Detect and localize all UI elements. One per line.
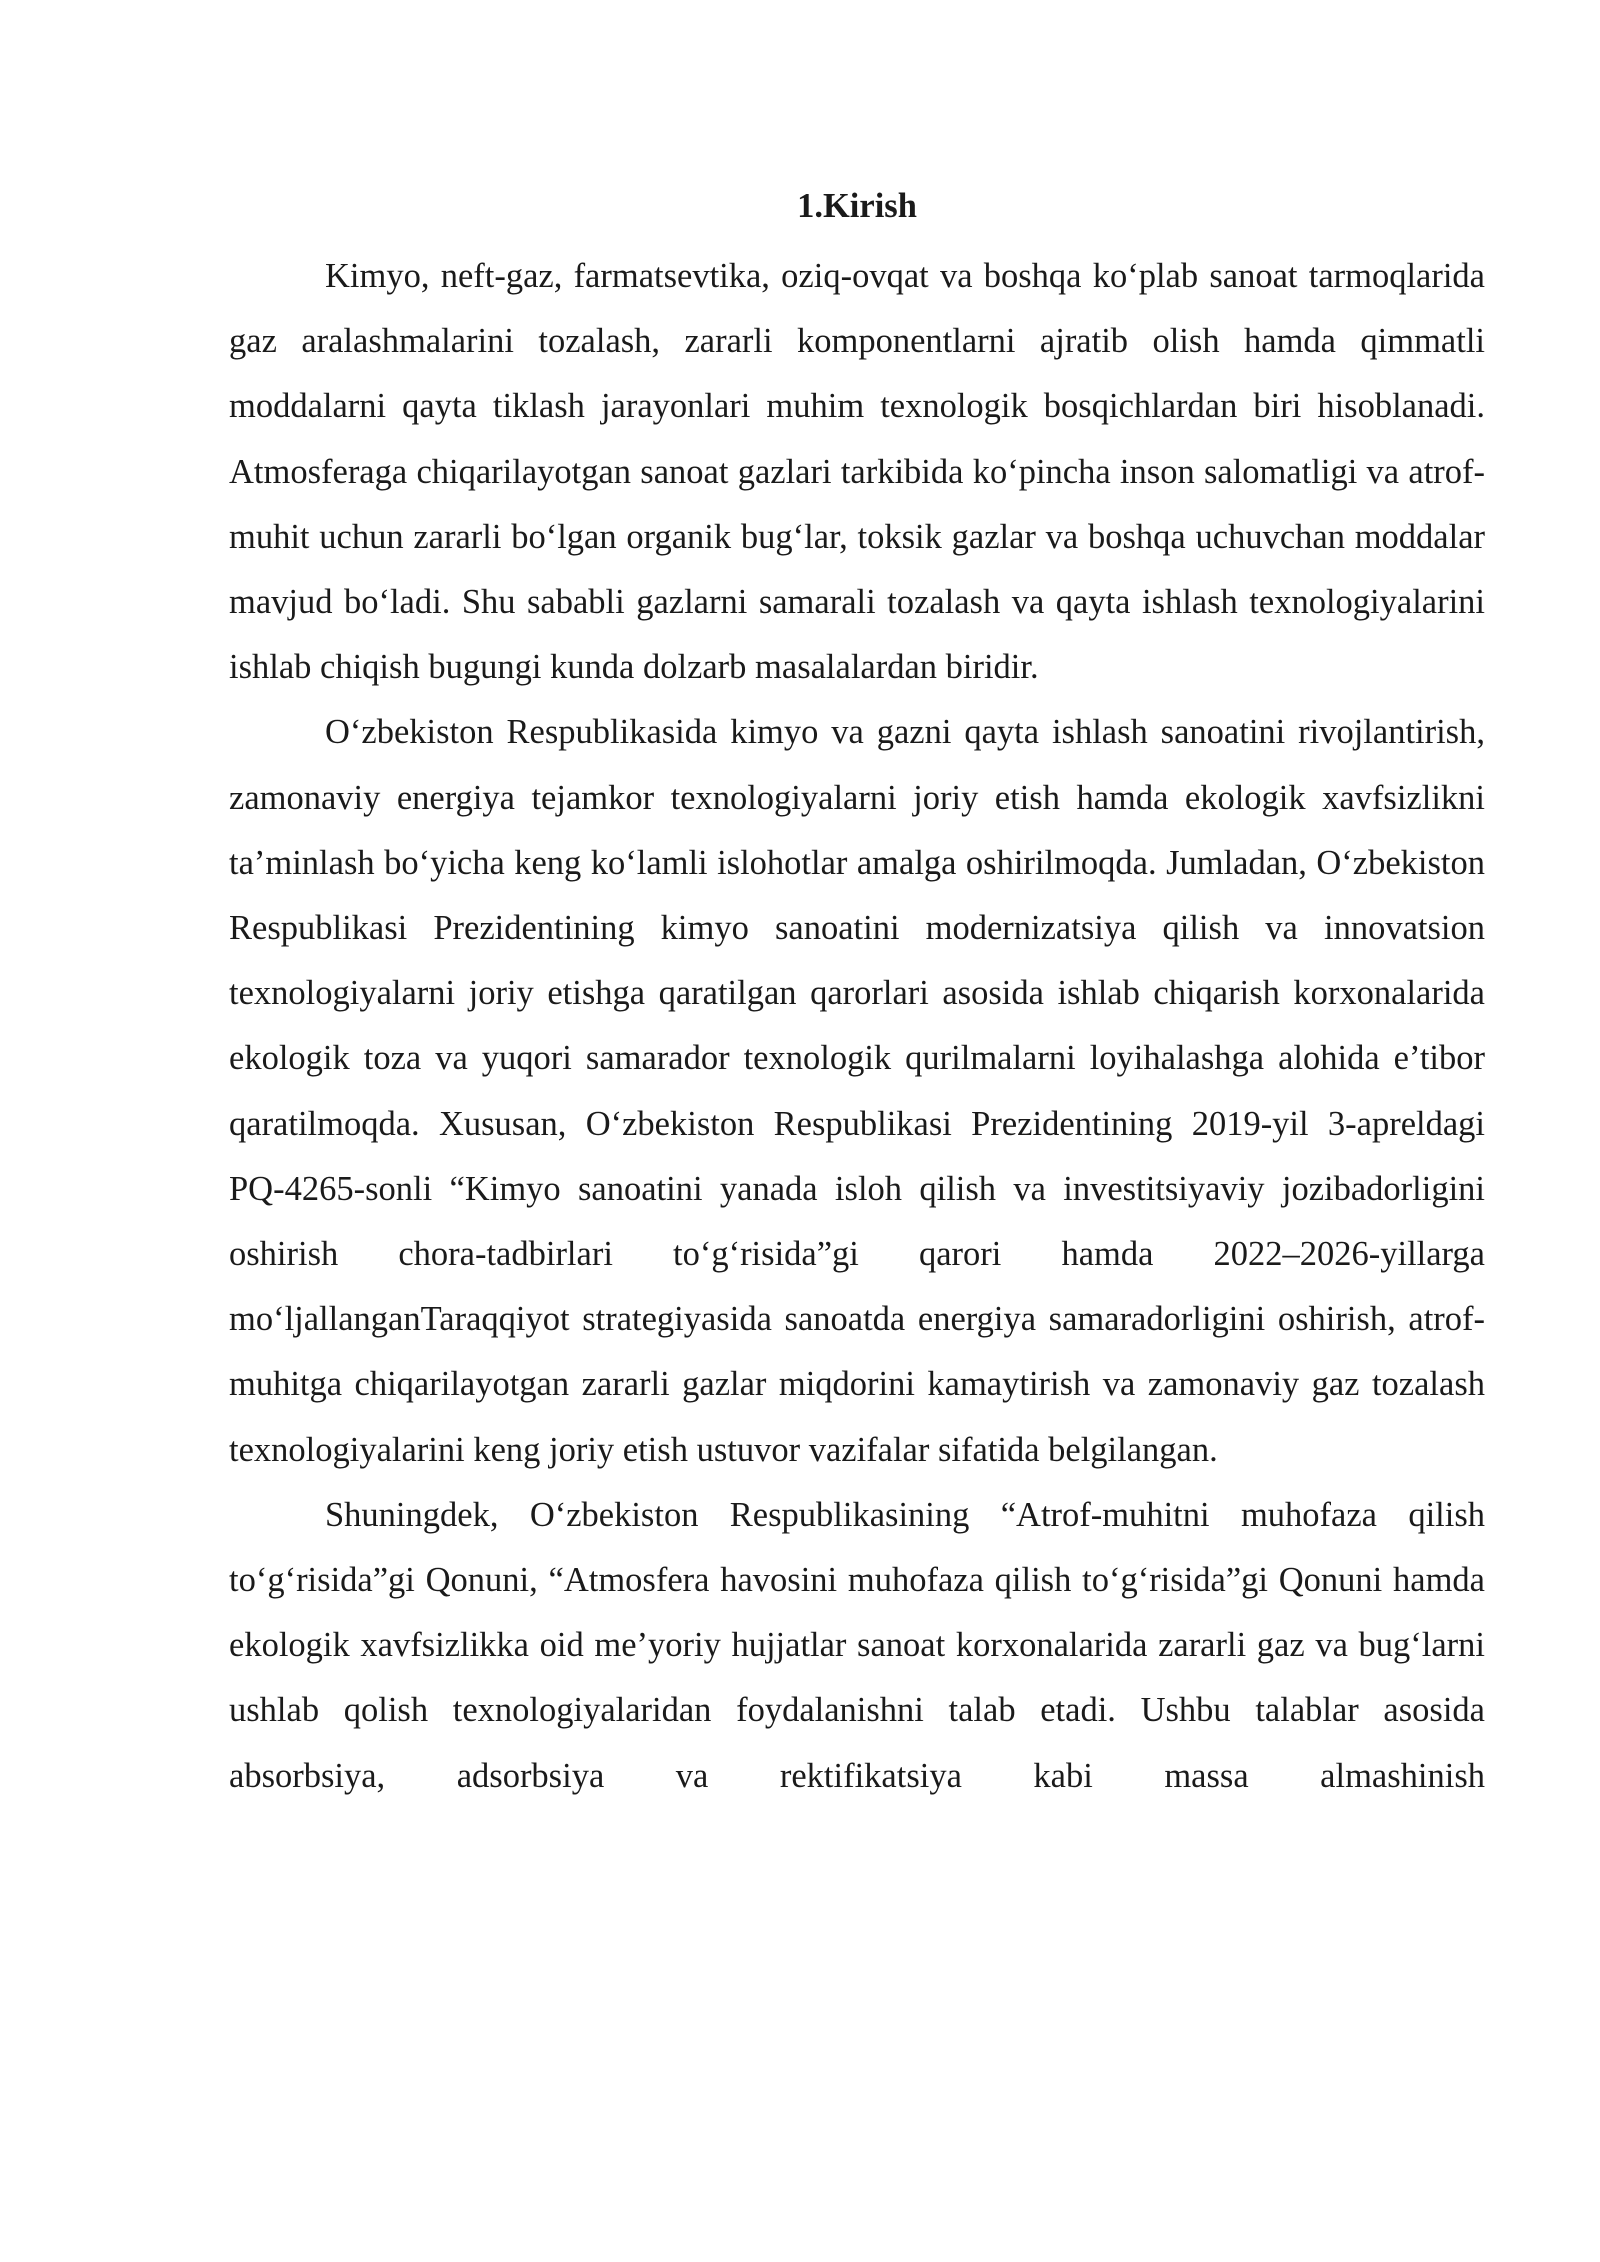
paragraph-legislation: Shuningdek, Oʻzbekiston Respublikasining “Atrof-muhitni muhofaza qilish toʻgʻrisida”gi Qonuni, “Atmosfera havosini muhofaza qilish toʻgʻrisida”gi Qonuni hamda ekologik xavfsizlikka oid me’yoriy hujjatlar sanoat korxonalarida zararli gaz va bugʻlarni ushlab qolish texnologiyalaridan foydalanishni talab etadi. Ushbu talablar asosida absorbsiya, adsorbsiya va rektifikatsiya kabi massa almashinish <box>229 1495 1485 1795</box>
paragraph-uzbekistan-reforms: Oʻzbekiston Respublikasida kimyo va gazni qayta ishlash sanoatini rivojlantirish, zamonaviy energiya tejamkor texnologiyalarni joriy etish hamda ekologik xavfsizlikni ta’minlash boʻyicha keng koʻlamli islohotlar amalga oshirilmoqda. Jumladan, Oʻzbekiston Respublikasi Prezidentining kimyo sanoatini modernizatsiya qilish va innovatsion texnologiyalarni joriy etishga qaratilgan qarorlari asosida ishlab chiqarish korxonalarida ekologik toza va yuqori samarador texnologik qurilmalarni loyihalashga alohida e’tibor qaratilmoqda. Xususan, Oʻzbekiston Respublikasi Prezidentining 2019-yil 3-apreldagi PQ-4265-sonli “Kimyo sanoatini yanada isloh qilish va investitsiyaviy jozibadorligini oshirish chora-tadbirlari toʻgʻrisida”gi qarori hamda 2022–2026-yillarga moʻljallanganTaraqqiyot strategiyasida sanoatda energiya samaradorligini oshirish, atrof-muhitga chiqarilayotgan zararli gazlar miqdorini kamaytirish va zamonaviy gaz tozalash texnologiyalarini keng joriy etish ustuvor vazifalar sifatida belgilangan. <box>229 713 1485 1469</box>
section-heading: 1.Kirish <box>797 187 917 225</box>
document-body <box>229 176 1485 1809</box>
paragraph-intro: Kimyo, neft-gaz, farmatsevtika, oziq-ovqat va boshqa koʻplab sanoat tarmoqlarida gaz aralashmalarini tozalash, zararli komponentlarni ajratib olish hamda qimmatli moddalarni qayta tiklash jarayonlari muhim texnologik bosqichlardan biri hisoblanadi. Atmosferaga chiqarilayotgan sanoat gazlari tarkibida koʻpincha inson salomatligi va atrof-muhit uchun zararli boʻlgan organik bugʻlar, toksik gazlar va boshqa uchuvchan moddalar mavjud boʻladi. Shu sababli gazlarni samarali tozalash va qayta ishlash texnologiyalarini ishlab chiqish bugungi kunda dolzarb masalalardan biridir. <box>229 257 1485 687</box>
